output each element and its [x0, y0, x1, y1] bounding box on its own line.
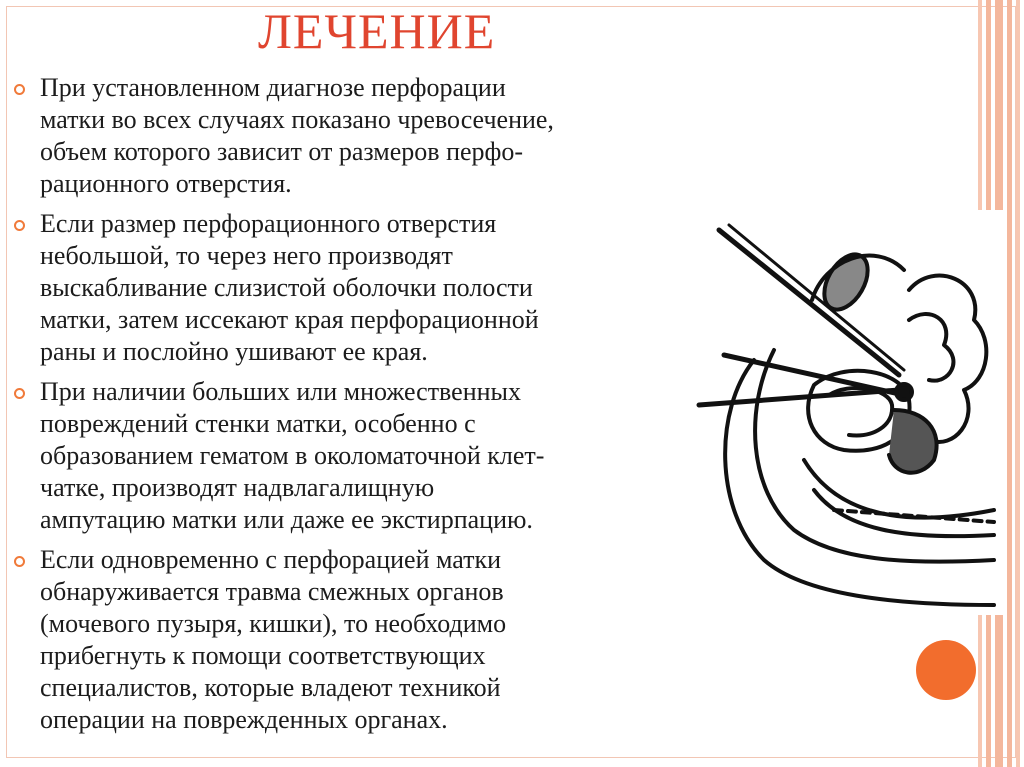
anatomical-drawing — [694, 210, 1004, 615]
bullet-item — [12, 376, 672, 536]
bullet-circle-icon — [14, 84, 25, 95]
slide-title: ЛЕЧЕНИЕ — [258, 3, 496, 59]
bullet-item — [12, 208, 672, 368]
bullet-circle-icon — [14, 220, 25, 231]
bullet-text: Если одновременно с перфорацией матки обнаруживается травма смежных органов (мочевого пузыря, кишки), то необходимо прибегнуть к помощи соответствующих специалистов, которые владеют техникой операции на поврежденных органах. — [40, 545, 507, 734]
surgery-illustration — [694, 210, 1004, 615]
bullet-text: При установленном диагнозе перфорации матки во всех случаях показано чревосечение, объем которого зависит от размеров перфо- рационного отверстия. — [40, 73, 554, 198]
accent-circle — [916, 640, 976, 700]
bullet-list — [12, 72, 672, 744]
bullet-item — [12, 72, 672, 200]
bullet-text: Если размер перфорационного отверстия небольшой, то через него производят выскабливание слизистой оболочки полости матки, затем иссекают края перфорационной раны и послойно ушивают ее края. — [40, 209, 539, 366]
bullet-item — [12, 544, 672, 736]
bullet-circle-icon — [14, 556, 25, 567]
bullet-text: При наличии больших или множественных повреждений стенки матки, особенно с образованием гематом в околоматочной клет- чатке, производят надвлагалищную ампутацию матки или даже ее экстирпацию. — [40, 377, 545, 534]
bullet-circle-icon — [14, 388, 25, 399]
